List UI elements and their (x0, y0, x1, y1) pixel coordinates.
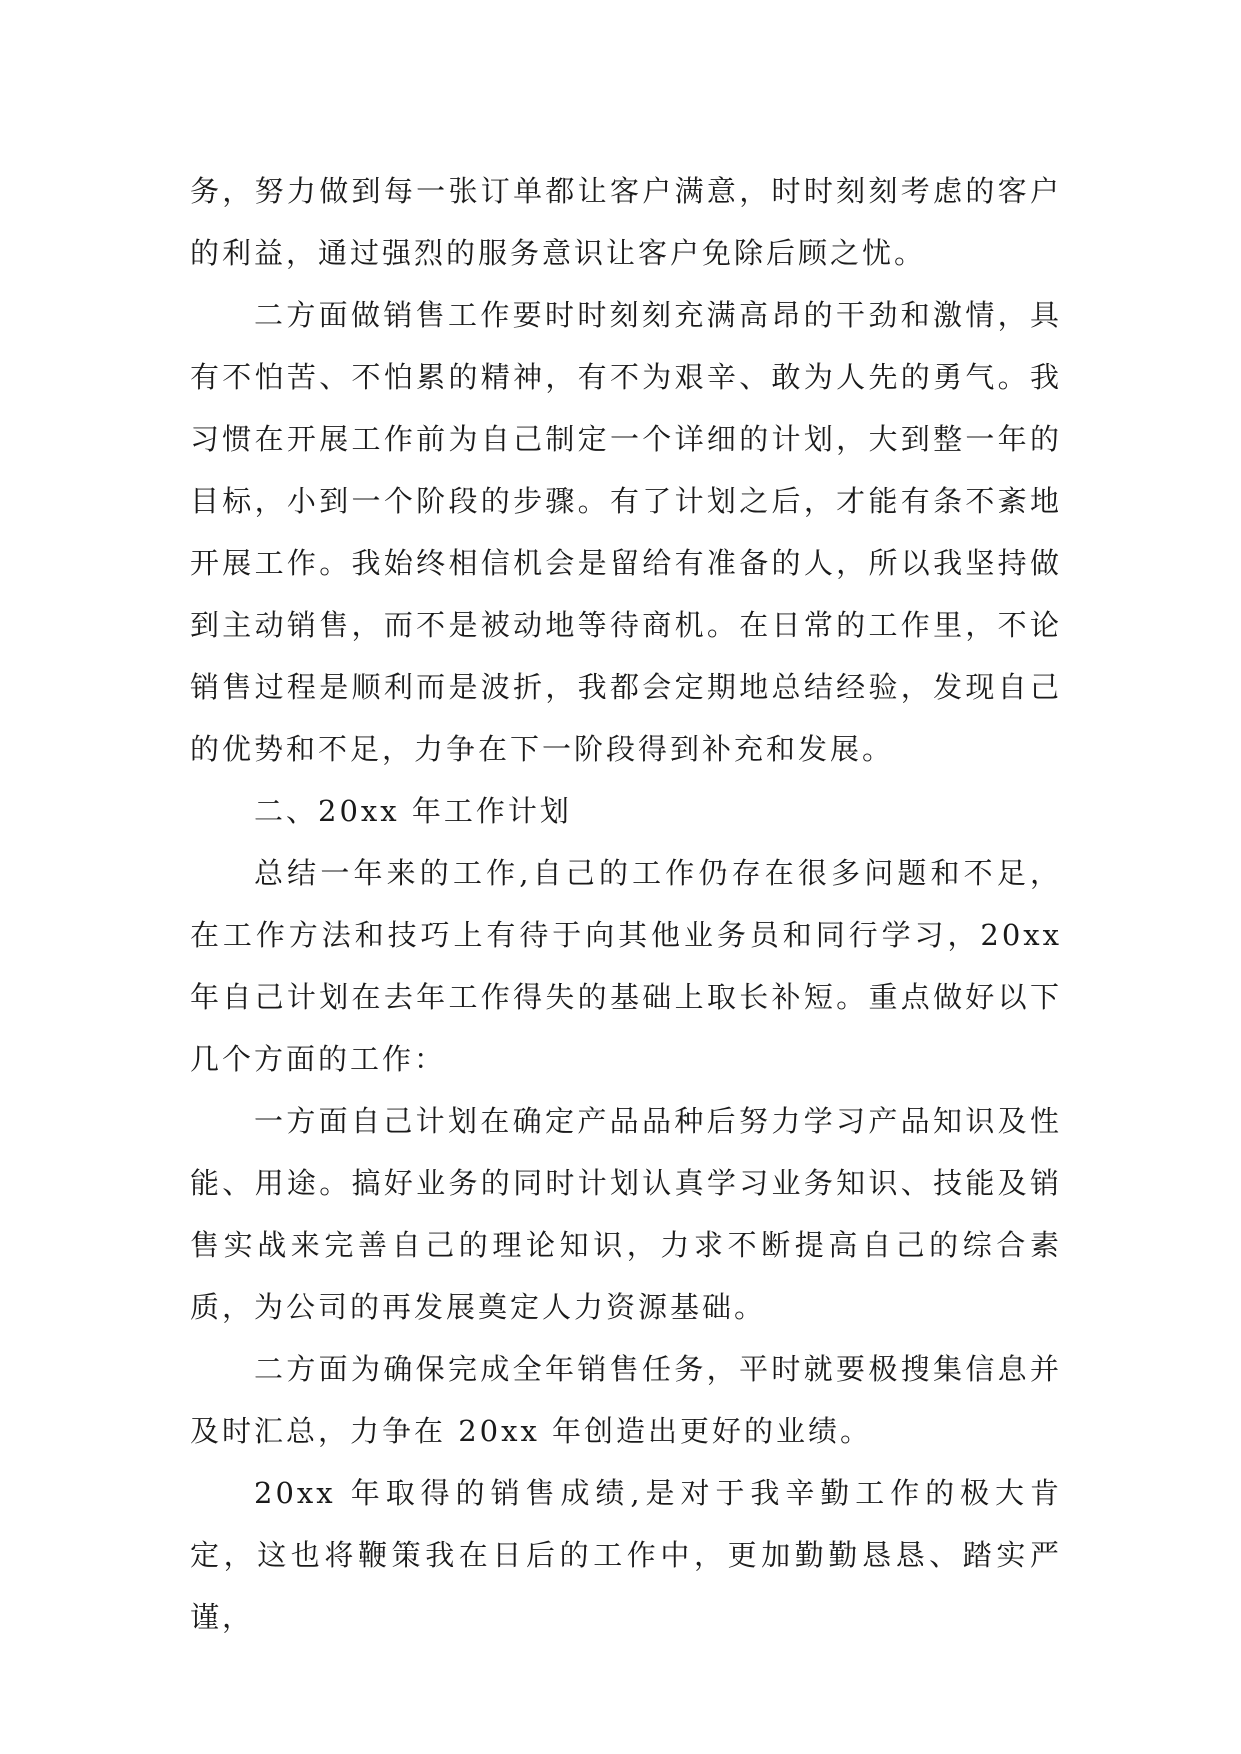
paragraph-plan-sales-target: 二方面为确保完成全年销售任务，平时就要极搜集信息并及时汇总，力争在 20xx 年创造出更好的业绩。 (190, 1352, 1062, 1448)
paragraph-sales-passion: 二方面做销售工作要时时刻刻充满高昂的干劲和激情，具有不怕苦、不怕累的精神，有不为艰辛、敢为人先的勇气。我习惯在开展工作前为自己制定一个详细的计划，大到整一年的目标，小到一个阶段的步骤。有了计划之后，才能有条不紊地开展工作。我始终相信机会是留给有准备的人，所以我坚持做到主动销售，而不是被动地等待商机。在日常的工作里，不论销售过程是顺利而是波折，我都会定期地总结经验，发现自己的优势和不足，力争在下一阶段得到补充和发展。 (190, 298, 1062, 766)
paragraph-year-summary: 总结一年来的工作,自己的工作仍存在很多问题和不足，在工作方法和技巧上有待于向其他业务员和同行学习，20xx年自己计划在去年工作得失的基础上取长补短。重点做好以下几个方面的工作： (190, 856, 1062, 1076)
document-body (190, 160, 1062, 1648)
paragraph-plan-study: 一方面自己计划在确定产品品种后努力学习产品知识及性能、用途。搞好业务的同时计划认真学习业务知识、技能及销售实战来完善自己的理论知识，力求不断提高自己的综合素质，为公司的再发展奠定人力资源基础。 (190, 1104, 1062, 1324)
paragraph-conclusion: 20xx 年取得的销售成绩,是对于我辛勤工作的极大肯定，这也将鞭策我在日后的工作中，更加勤勤恳恳、踏实严谨， (190, 1476, 1062, 1634)
section-heading-work-plan: 二、20xx 年工作计划 (254, 794, 572, 828)
paragraph-service-commitment: 务，努力做到每一张订单都让客户满意，时时刻刻考虑的客户的利益，通过强烈的服务意识让客户免除后顾之忧。 (190, 174, 1062, 270)
